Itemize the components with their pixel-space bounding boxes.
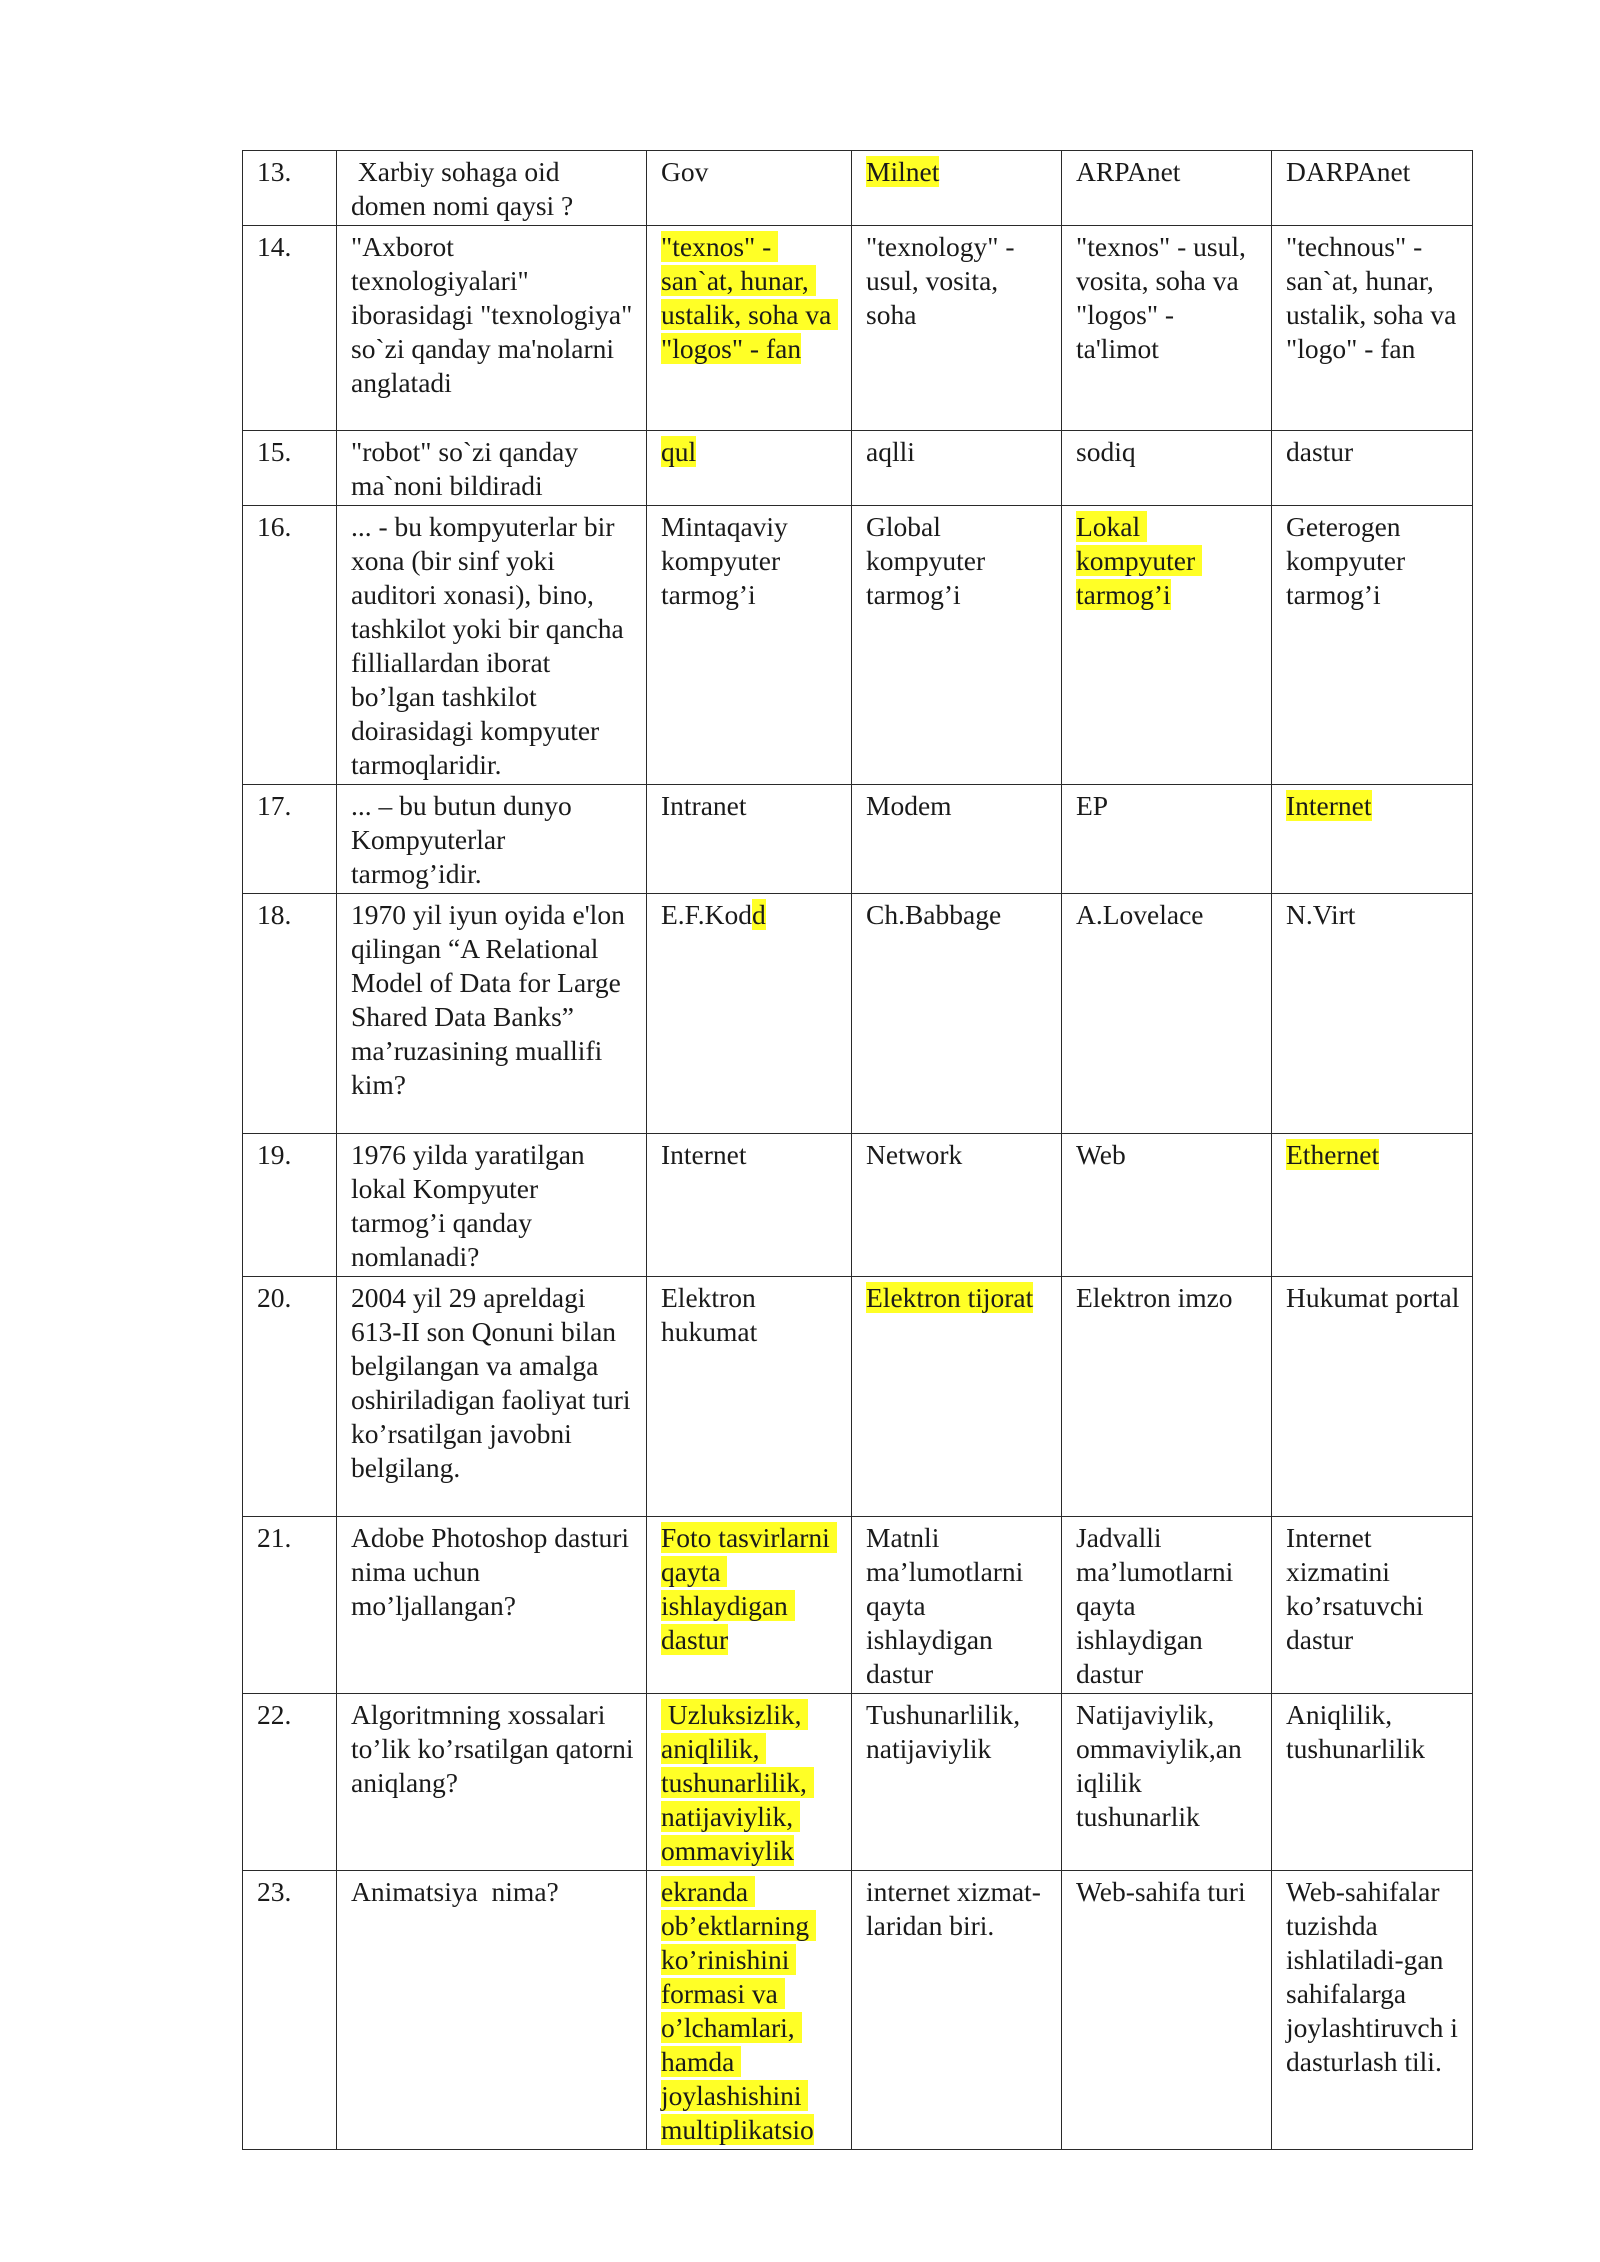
- answer-option-3: [1062, 1694, 1272, 1871]
- answer-option-4: [1272, 431, 1473, 506]
- answer-option-3: [1062, 1517, 1272, 1694]
- answer-option-1: [647, 1871, 852, 2150]
- question-number: 21.: [243, 1517, 337, 1694]
- answer-option-2: [852, 1694, 1062, 1871]
- answer-option-4: [1272, 506, 1473, 785]
- question-text: Algoritmning xossalari to’lik ko’rsatilgan qatorni aniqlang?: [337, 1694, 647, 1871]
- answer-option-1: [647, 1277, 852, 1517]
- question-row: [243, 1517, 1473, 1694]
- question-number: 18.: [243, 894, 337, 1134]
- answer-option-4: [1272, 1277, 1473, 1517]
- question-text: Xarbiy sohaga oid domen nomi qaysi ?: [337, 151, 647, 226]
- answer-text: DARPAnet: [1286, 156, 1411, 187]
- answer-text: A.Lovelace: [1076, 899, 1204, 930]
- question-number: 13.: [243, 151, 337, 226]
- answer-option-4: [1272, 894, 1473, 1134]
- correct-answer-highlight: d: [752, 899, 766, 930]
- answer-text: dastur: [1286, 436, 1354, 467]
- answer-text: Jadvalli ma’lumotlarni qayta ishlaydigan dastur: [1076, 1522, 1241, 1689]
- answer-option-2: [852, 506, 1062, 785]
- question-text: Animatsiya nima?: [337, 1871, 647, 2150]
- question-number: 20.: [243, 1277, 337, 1517]
- answer-text: Tushunarlilik, natijaviylik: [866, 1699, 1027, 1764]
- question-row: [243, 1134, 1473, 1277]
- question-row: [243, 226, 1473, 431]
- correct-answer-highlight: Lokal kompyuter tarmog’i: [1076, 511, 1203, 610]
- answer-text: Elektron imzo: [1076, 1282, 1233, 1313]
- question-row: [243, 431, 1473, 506]
- answer-option-3: [1062, 785, 1272, 894]
- answer-text: Gov: [661, 156, 709, 187]
- question-number: 23.: [243, 1871, 337, 2150]
- question-text: "robot" so`zi qanday ma`noni bildiradi: [337, 431, 647, 506]
- answer-option-1: [647, 431, 852, 506]
- correct-answer-highlight: Foto tasvirlarni qayta ishlaydigan dastur: [661, 1522, 837, 1655]
- correct-answer-highlight: ekranda ob’ektlarning ko’rinishini formasi va o’lchamlari, hamda joylashishini multiplikatsio: [661, 1876, 817, 2145]
- answer-option-4: [1272, 226, 1473, 431]
- answer-option-4: [1272, 151, 1473, 226]
- answer-option-3: [1062, 894, 1272, 1134]
- answer-option-2: [852, 785, 1062, 894]
- answer-option-3: [1062, 506, 1272, 785]
- question-number: 16.: [243, 506, 337, 785]
- correct-answer-highlight: Uzluksizlik, aniqlilik, tushunarlilik, natijaviylik, ommaviylik: [661, 1699, 814, 1866]
- answer-option-2: [852, 894, 1062, 1134]
- answer-option-3: [1062, 151, 1272, 226]
- answer-option-1: [647, 506, 852, 785]
- question-number: 14.: [243, 226, 337, 431]
- question-row: [243, 785, 1473, 894]
- correct-answer-highlight: Internet: [1286, 790, 1372, 821]
- answer-text: Hukumat portal: [1286, 1282, 1460, 1313]
- question-text: 2004 yil 29 apreldagi 613-II son Qonuni bilan belgilangan va amalga oshiriladigan faoliyat turi ko’rsatilgan javobni belgilang.: [337, 1277, 647, 1517]
- answer-option-1: [647, 1517, 852, 1694]
- question-row: [243, 506, 1473, 785]
- answer-text: Web: [1076, 1139, 1126, 1170]
- answer-text: "technous" - san`at, hunar, ustalik, soha va "logo" - fan: [1286, 231, 1464, 364]
- answer-text: ARPAnet: [1076, 156, 1181, 187]
- answer-option-2: [852, 1134, 1062, 1277]
- answer-option-3: [1062, 1871, 1272, 2150]
- question-text: "Axborot texnologiyalari" iborasidagi "texnologiya" so`zi qanday ma'nolarni anglatadi: [337, 226, 647, 431]
- answer-text: E.F.Kod: [661, 899, 752, 930]
- quiz-table: [242, 150, 1473, 2150]
- answer-text: "texnology" - usul, vosita, soha: [866, 231, 1022, 330]
- answer-option-1: [647, 151, 852, 226]
- question-number: 15.: [243, 431, 337, 506]
- answer-option-1: [647, 1134, 852, 1277]
- answer-option-4: [1272, 1517, 1473, 1694]
- answer-text: Internet xizmatini ko’rsatuvchi dastur: [1286, 1522, 1431, 1655]
- correct-answer-highlight: Milnet: [866, 156, 940, 187]
- answer-text: internet xizmat-laridan biri.: [866, 1876, 1041, 1941]
- answer-option-1: [647, 785, 852, 894]
- question-text: ... - bu kompyuterlar bir xona (bir sinf yoki auditori xonasi), bino, tashkilot yoki bir qancha filliallardan iborat bo’lgan tashkilot doirasidagi kompyuter tarmoqlaridir.: [337, 506, 647, 785]
- quiz-table-body: [243, 151, 1473, 2150]
- answer-text: EP: [1076, 790, 1109, 821]
- answer-text: N.Virt: [1286, 899, 1356, 930]
- correct-answer-highlight: Ethernet: [1286, 1139, 1380, 1170]
- answer-text: Intranet: [661, 790, 747, 821]
- answer-text: "texnos" - usul, vosita, soha va "logos" - ta'limot: [1076, 231, 1253, 364]
- answer-text: Modem: [866, 790, 952, 821]
- question-text: ... – bu butun dunyo Kompyuterlar tarmog’idir.: [337, 785, 647, 894]
- answer-text: Ch.Babbage: [866, 899, 1002, 930]
- correct-answer-highlight: "texnos" - san`at, hunar, ustalik, soha va "logos" - fan: [661, 231, 839, 364]
- answer-option-4: [1272, 1694, 1473, 1871]
- answer-text: aqlli: [866, 436, 915, 467]
- answer-option-2: [852, 1517, 1062, 1694]
- answer-option-1: [647, 226, 852, 431]
- answer-option-2: [852, 431, 1062, 506]
- question-text: Adobe Photoshop dasturi nima uchun mo’ljallangan?: [337, 1517, 647, 1694]
- question-number: 19.: [243, 1134, 337, 1277]
- question-row: [243, 1694, 1473, 1871]
- answer-option-2: [852, 226, 1062, 431]
- question-text: 1976 yilda yaratilgan lokal Kompyuter tarmog’i qanday nomlanadi?: [337, 1134, 647, 1277]
- answer-option-3: [1062, 1134, 1272, 1277]
- answer-text: Network: [866, 1139, 963, 1170]
- answer-option-2: [852, 1871, 1062, 2150]
- answer-option-4: [1272, 1871, 1473, 2150]
- answer-option-2: [852, 151, 1062, 226]
- answer-text: Internet: [661, 1139, 747, 1170]
- correct-answer-highlight: qul: [661, 436, 697, 467]
- answer-text: Web-sahifalar tuzishda ishlatiladi-gan sahifalarga joylashtiruvch i dasturlash tili.: [1286, 1876, 1465, 2077]
- answer-option-4: [1272, 1134, 1473, 1277]
- answer-text: Global kompyuter tarmog’i: [866, 511, 993, 610]
- answer-option-1: [647, 1694, 852, 1871]
- answer-option-4: [1272, 785, 1473, 894]
- answer-option-3: [1062, 431, 1272, 506]
- answer-text: Aniqlilik, tushunarlilik: [1286, 1699, 1426, 1764]
- question-text: 1970 yil iyun oyida e'lon qilingan “A Relational Model of Data for Large Shared Data Banks” ma’ruzasining muallifi kim?: [337, 894, 647, 1134]
- answer-text: Natijaviylik, ommaviylik,an iqlilik tushunarlik: [1076, 1699, 1249, 1832]
- question-row: [243, 894, 1473, 1134]
- correct-answer-highlight: Elektron tijorat: [866, 1282, 1034, 1313]
- question-row: [243, 1277, 1473, 1517]
- answer-text: Web-sahifa turi: [1076, 1876, 1246, 1907]
- answer-option-3: [1062, 226, 1272, 431]
- question-row: [243, 151, 1473, 226]
- answer-option-1: [647, 894, 852, 1134]
- answer-text: Matnli ma’lumotlarni qayta ishlaydigan dastur: [866, 1522, 1031, 1689]
- answer-option-3: [1062, 1277, 1272, 1517]
- answer-text: Geterogen kompyuter tarmog’i: [1286, 511, 1413, 610]
- answer-text: sodiq: [1076, 436, 1136, 467]
- question-number: 22.: [243, 1694, 337, 1871]
- answer-text: Elektron hukumat: [661, 1282, 763, 1347]
- question-row: [243, 1871, 1473, 2150]
- question-number: 17.: [243, 785, 337, 894]
- answer-text: Mintaqaviy kompyuter tarmog’i: [661, 511, 795, 610]
- answer-option-2: [852, 1277, 1062, 1517]
